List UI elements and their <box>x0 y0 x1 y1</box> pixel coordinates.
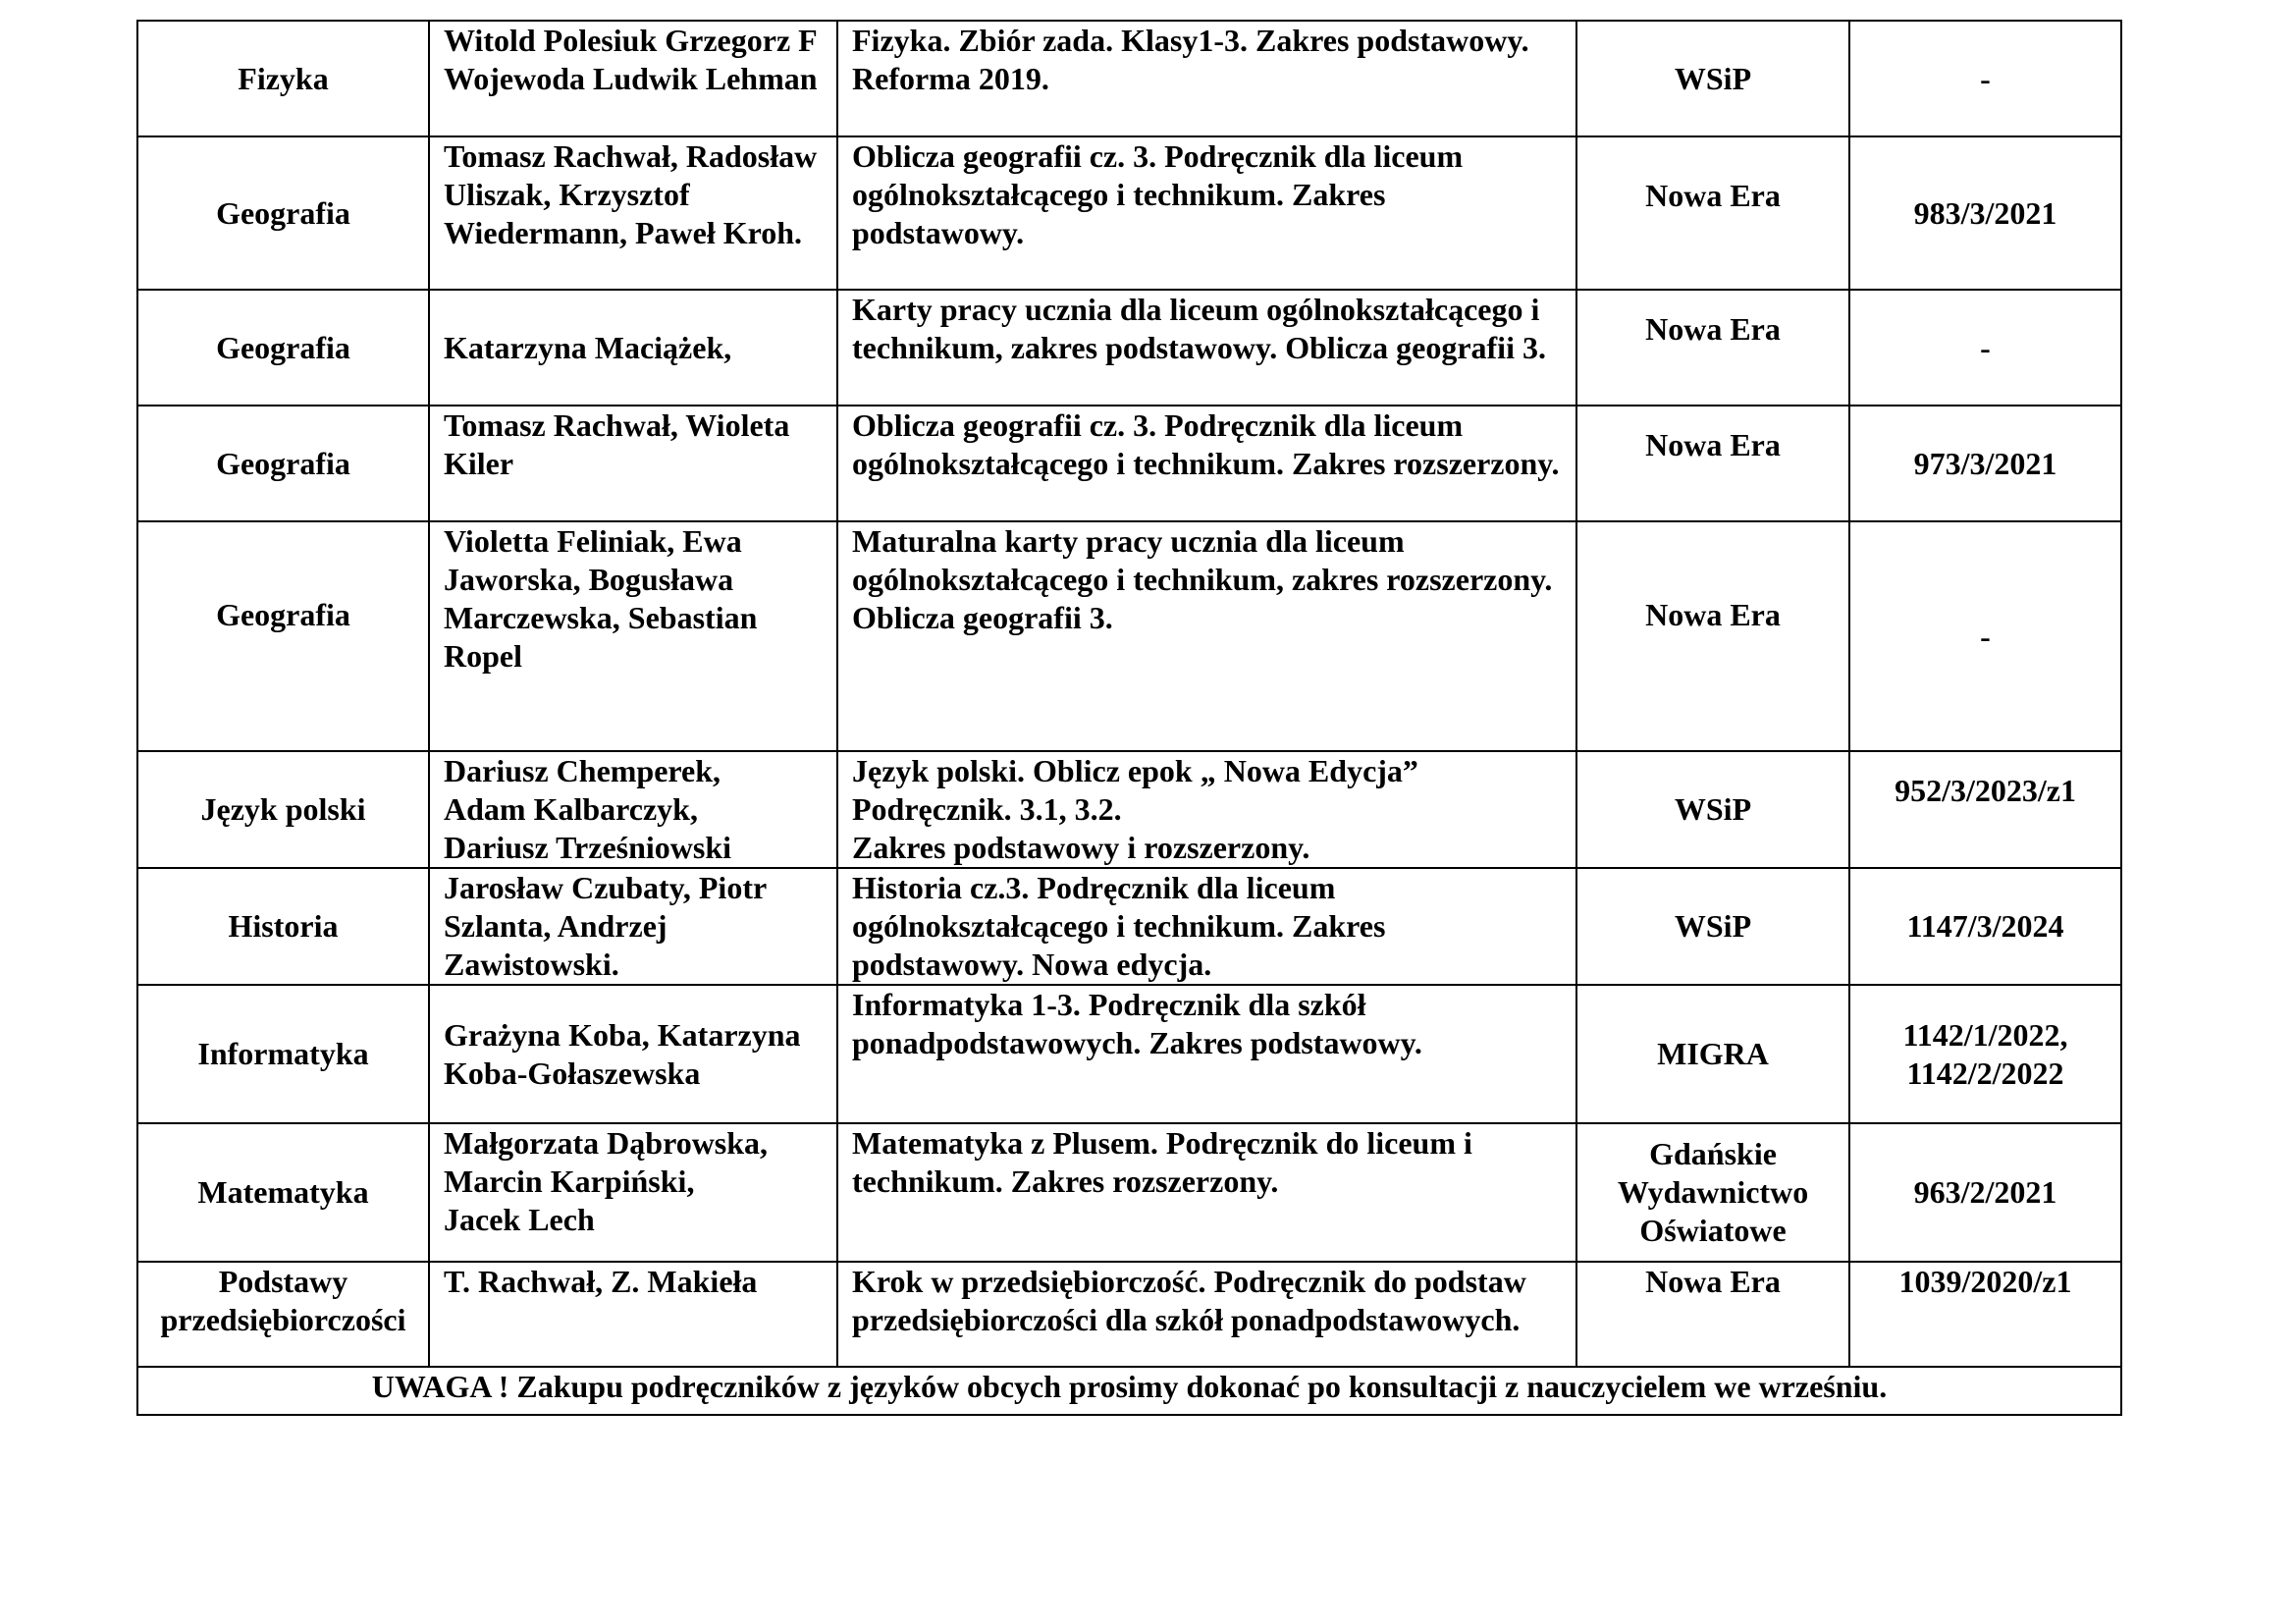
publisher-cell: Gdańskie Wydawnictwo Oświatowe <box>1576 1123 1849 1262</box>
publisher-cell: Nowa Era <box>1576 1262 1849 1367</box>
authors-cell: Katarzyna Maciążek, <box>429 290 837 406</box>
table-row <box>137 136 2121 290</box>
approval-number-cell: - <box>1849 21 2121 136</box>
authors-cell: Tomasz Rachwał, Wioleta Kiler <box>429 406 837 521</box>
authors-cell: Małgorzata Dąbrowska, Marcin Karpiński, Jacek Lech <box>429 1123 837 1262</box>
authors-cell: Dariusz Chemperek, Adam Kalbarczyk, Dariusz Trześniowski <box>429 751 837 868</box>
subject-cell: Matematyka <box>137 1123 429 1262</box>
title-cell: Matematyka z Plusem. Podręcznik do liceum i technikum. Zakres rozszerzony. <box>837 1123 1576 1262</box>
table-row <box>137 406 2121 521</box>
approval-number-cell: 973/3/2021 <box>1849 406 2121 521</box>
table-row <box>137 1262 2121 1367</box>
subject-cell: Geografia <box>137 136 429 290</box>
title-cell: Krok w przedsiębiorczość. Podręcznik do podstaw przedsiębiorczości dla szkół ponadpodstawowych. <box>837 1262 1576 1367</box>
textbook-table <box>136 20 2122 1416</box>
authors-cell: Grażyna Koba, Katarzyna Koba-Gołaszewska <box>429 985 837 1123</box>
publisher-cell: Nowa Era <box>1576 136 1849 290</box>
title-cell: Fizyka. Zbiór zada. Klasy1-3. Zakres podstawowy. Reforma 2019. <box>837 21 1576 136</box>
publisher-cell: MIGRA <box>1576 985 1849 1123</box>
authors-cell: Tomasz Rachwał, Radosław Uliszak, Krzysztof Wiedermann, Paweł Kroh. <box>429 136 837 290</box>
title-cell: Informatyka 1-3. Podręcznik dla szkół ponadpodstawowych. Zakres podstawowy. <box>837 985 1576 1123</box>
table-row <box>137 521 2121 751</box>
title-cell: Maturalna karty pracy ucznia dla liceum ogólnokształcącego i technikum, zakres rozszerzony. Oblicza geografii 3. <box>837 521 1576 751</box>
title-cell: Oblicza geografii cz. 3. Podręcznik dla liceum ogólnokształcącego i technikum. Zakres podstawowy. <box>837 136 1576 290</box>
approval-number-cell: 952/3/2023/z1 <box>1849 751 2121 868</box>
approval-number-cell: 1142/1/2022, 1142/2/2022 <box>1849 985 2121 1123</box>
approval-number-cell: 1039/2020/z1 <box>1849 1262 2121 1367</box>
publisher-cell: WSiP <box>1576 21 1849 136</box>
approval-number-cell: - <box>1849 521 2121 751</box>
authors-cell: Violetta Feliniak, Ewa Jaworska, Bogusława Marczewska, Sebastian Ropel <box>429 521 837 751</box>
authors-cell: T. Rachwał, Z. Makieła <box>429 1262 837 1367</box>
subject-cell: Historia <box>137 868 429 985</box>
authors-cell: Witold Polesiuk Grzegorz F Wojewoda Ludwik Lehman <box>429 21 837 136</box>
table-row <box>137 1123 2121 1262</box>
approval-number-cell: - <box>1849 290 2121 406</box>
notice-row <box>137 1367 2121 1415</box>
approval-number-cell: 983/3/2021 <box>1849 136 2121 290</box>
authors-cell: Jarosław Czubaty, Piotr Szlanta, Andrzej Zawistowski. <box>429 868 837 985</box>
publisher-cell: Nowa Era <box>1576 406 1849 521</box>
table-row <box>137 751 2121 868</box>
subject-cell: Język polski <box>137 751 429 868</box>
publisher-cell: Nowa Era <box>1576 290 1849 406</box>
publisher-cell: WSiP <box>1576 751 1849 868</box>
subject-cell: Geografia <box>137 406 429 521</box>
foreign-language-notice: UWAGA ! Zakupu podręczników z języków obcych prosimy dokonać po konsultacji z nauczycielem we wrześniu. <box>137 1367 2121 1415</box>
table-row <box>137 290 2121 406</box>
subject-cell: Podstawy przedsiębiorczości <box>137 1262 429 1367</box>
table-row <box>137 985 2121 1123</box>
subject-cell: Informatyka <box>137 985 429 1123</box>
approval-number-cell: 963/2/2021 <box>1849 1123 2121 1262</box>
subject-cell: Geografia <box>137 290 429 406</box>
table-row <box>137 21 2121 136</box>
title-cell: Karty pracy ucznia dla liceum ogólnokształcącego i technikum, zakres podstawowy. Oblicza geografii 3. <box>837 290 1576 406</box>
publisher-cell: WSiP <box>1576 868 1849 985</box>
approval-number-cell: 1147/3/2024 <box>1849 868 2121 985</box>
table-row <box>137 868 2121 985</box>
title-cell: Historia cz.3. Podręcznik dla liceum ogólnokształcącego i technikum. Zakres podstawowy. Nowa edycja. <box>837 868 1576 985</box>
title-cell: Oblicza geografii cz. 3. Podręcznik dla liceum ogólnokształcącego i technikum. Zakres rozszerzony. <box>837 406 1576 521</box>
subject-cell: Geografia <box>137 521 429 751</box>
title-cell: Język polski. Oblicz epok „ Nowa Edycja” Podręcznik. 3.1, 3.2. Zakres podstawowy i rozszerzony. <box>837 751 1576 868</box>
subject-cell: Fizyka <box>137 21 429 136</box>
publisher-cell: Nowa Era <box>1576 521 1849 751</box>
